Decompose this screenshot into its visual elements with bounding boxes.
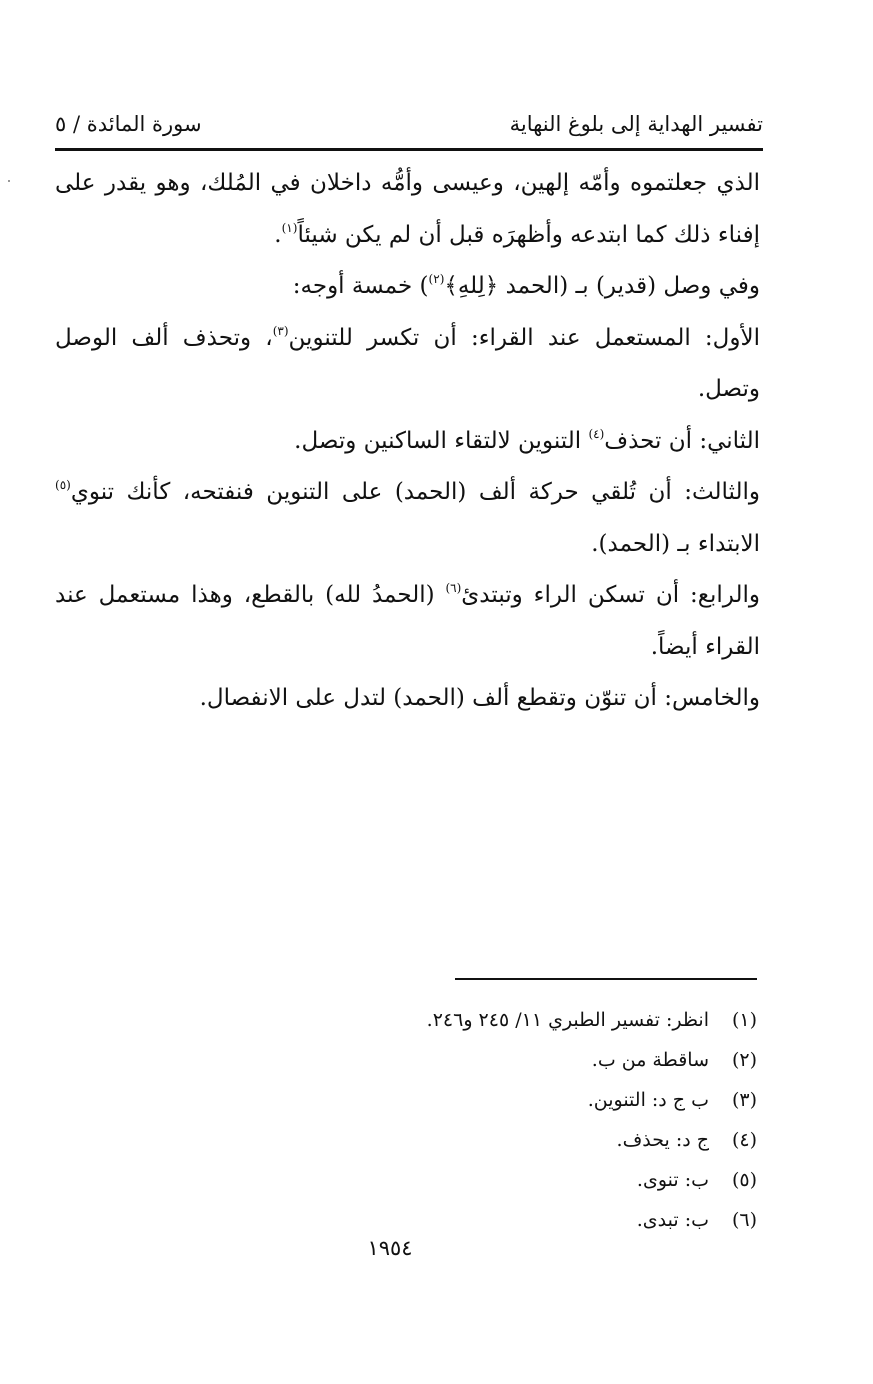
surah-label: سورة المائدة / ٥ xyxy=(55,112,202,136)
footnotes xyxy=(297,1000,757,1240)
paragraph-4: الثاني: أن تحذف$^{(٤)}$ التنوين لالتقاء الساكنين وتصل. xyxy=(294,426,760,454)
main-text xyxy=(55,158,760,725)
book-title: تفسير الهداية إلى بلوغ النهاية xyxy=(509,112,763,136)
footnote-number: (٤) xyxy=(731,1129,757,1151)
footnote-text: انظر: تفسير الطبري ١١/ ٢٤٥ و٢٤٦. xyxy=(426,1009,709,1031)
footnote-ref-2[interactable]: (٢) xyxy=(428,272,445,286)
footnote-number: (٦) xyxy=(731,1209,757,1231)
scan-speck xyxy=(8,180,10,182)
paragraph-1: الذي جعلتموه وأمّه إلهين، وعيسى وأمُّه داخلان في المُلك، وهو يقدر على إفناء ذلك كما ابتدعه وأظهرَه قبل أن لم يكن شيئاً$^{(١)}$. xyxy=(55,170,760,248)
footnote-number: (٥) xyxy=(731,1169,757,1191)
footnote-text: ب: تبدى. xyxy=(636,1209,709,1231)
page-number: ١٩٥٤ xyxy=(367,1236,413,1260)
footnote-1 xyxy=(297,1000,757,1040)
paragraph-2: وفي وصل (قدير) بـ (الحمد ﴿لِلهِ﴾$^{(٢)}$) خمسة أوجه: xyxy=(292,272,760,299)
footnote-ref-3[interactable]: (٣) xyxy=(272,323,289,338)
footnote-text: ج د: يحذف. xyxy=(616,1129,709,1151)
paragraph-6: والرابع: أن تسكن الراء وتبتدئ$^{(٦)}$ (الحمدُ لله) بالقطع، وهذا مستعمل عند القراء أيضاً. xyxy=(55,581,760,660)
running-header xyxy=(55,100,763,136)
footnote-6 xyxy=(297,1200,757,1240)
footnote-text: ساقطة من ب. xyxy=(591,1049,709,1071)
footnote-5 xyxy=(297,1160,757,1200)
footnote-ref-5[interactable]: (٥) xyxy=(55,478,71,492)
footnote-3 xyxy=(297,1080,757,1120)
footnote-2 xyxy=(297,1040,757,1080)
footnote-number: (١) xyxy=(731,1009,757,1031)
footnote-ref-4[interactable]: (٤) xyxy=(588,426,605,441)
footnote-4 xyxy=(297,1120,757,1160)
paragraph-3: الأول: المستعمل عند القراء: أن تكسر للتنوين$^{(٣)}$، وتحذف ألف الوصل وتصل. xyxy=(55,323,760,402)
footnote-rule xyxy=(455,978,757,980)
footnote-text: ب ج د: التنوين. xyxy=(587,1089,709,1111)
paragraph-5: والثالث: أن تُلقي حركة ألف (الحمد) على التنوين فنفتحه، كأنك تنوي$^{(٥)}$ الابتداء بـ (الحمد). xyxy=(55,478,760,557)
footnote-ref-1[interactable]: (١) xyxy=(281,220,298,235)
footnote-number: (٢) xyxy=(731,1049,757,1071)
footnote-text: ب: تنوى. xyxy=(636,1169,709,1191)
footnote-number: (٣) xyxy=(731,1089,757,1111)
footnote-ref-6[interactable]: (٦) xyxy=(445,581,462,595)
paragraph-7: والخامس: أن تنوّن وتقطع ألف (الحمد) لتدل على الانفصال. xyxy=(199,685,760,711)
header-rule xyxy=(55,148,763,151)
